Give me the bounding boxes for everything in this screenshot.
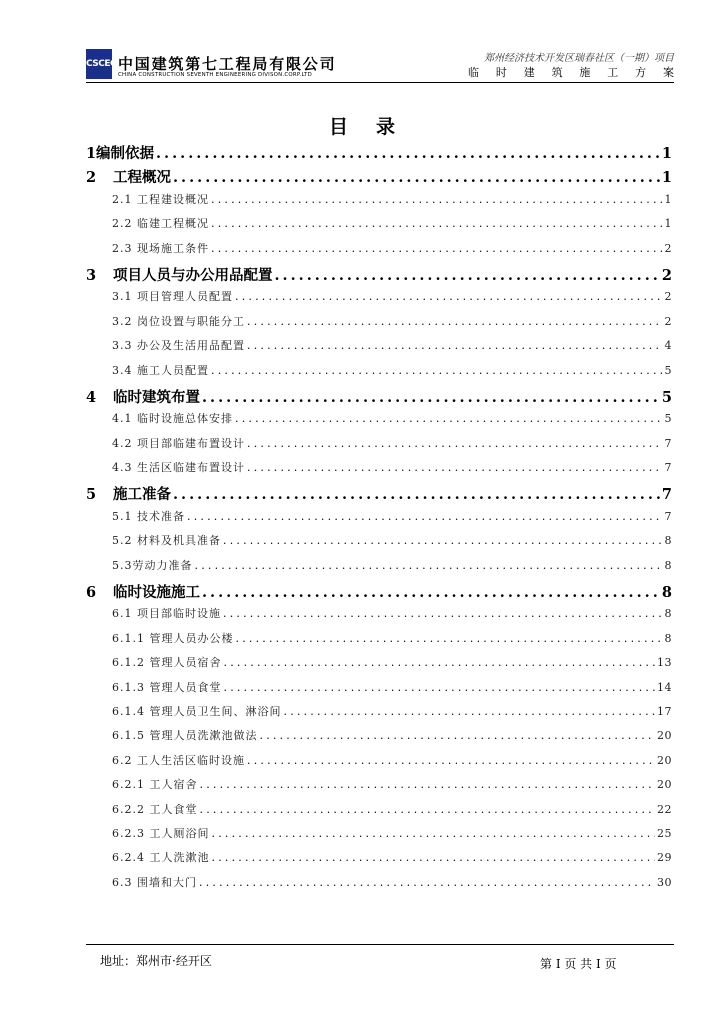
- toc-entry[interactable]: [86, 483, 672, 507]
- toc-entry-number: 6.2: [112, 753, 133, 767]
- toc-entry-title: 施工人员配置: [137, 363, 209, 377]
- toc-entry-page: 4: [664, 339, 672, 353]
- toc-entry-number: 6.2.3: [112, 826, 145, 840]
- toc-entry-page: 22: [657, 802, 672, 816]
- toc-entry-title: 工程建设概况: [137, 192, 209, 206]
- toc-leader: [211, 217, 663, 230]
- toc-entry-title: 管理人员洗漱池做法: [149, 729, 258, 743]
- toc-entry-page: 2: [664, 314, 672, 328]
- toc-entry[interactable]: [86, 191, 672, 215]
- toc-leader: [235, 290, 663, 303]
- toc-entry[interactable]: [86, 508, 672, 532]
- toc-entry[interactable]: [86, 654, 672, 678]
- toc-leader: [200, 778, 656, 791]
- toc-entry-title: 项目部临时设施: [137, 607, 221, 621]
- toc-entry[interactable]: [86, 166, 672, 190]
- toc-leader: [247, 437, 663, 450]
- toc-entry[interactable]: [86, 825, 672, 849]
- toc-entry[interactable]: [86, 264, 672, 288]
- toc-leader: [212, 827, 656, 840]
- footer-address: 地址：郑州市·经开区: [100, 954, 212, 968]
- toc-leader: [284, 705, 656, 718]
- toc-entry[interactable]: [86, 459, 672, 483]
- toc-entry[interactable]: [86, 679, 672, 703]
- toc-entry-number: 3: [86, 266, 97, 284]
- toc-leader: [247, 754, 655, 767]
- toc-entry-title: 生活区临建布置设计: [137, 461, 245, 475]
- toc-entry-page: 25: [657, 826, 672, 840]
- toc-entry-number: 1: [86, 145, 97, 162]
- company-name-cn: 中国建筑第七工程局有限公司: [118, 55, 337, 73]
- toc-entry-number: 2: [86, 169, 97, 187]
- toc-entry-title: 管理人员办公楼: [149, 631, 234, 645]
- toc-entry-page: 1: [664, 217, 672, 231]
- toc-entry-number: 6.1.5: [112, 729, 145, 743]
- toc-entry-page: 5: [661, 388, 672, 406]
- toc-leader: [211, 193, 663, 206]
- toc-leader: [173, 169, 660, 186]
- toc-leader: [202, 389, 660, 406]
- toc-entry-page: 8: [664, 558, 672, 572]
- toc-entry-page: 1: [661, 169, 672, 187]
- footer-divider: [86, 944, 674, 945]
- header-divider: [86, 82, 674, 83]
- toc-entry-title: 管理人员宿舍: [149, 656, 222, 670]
- toc-entry-page: 2: [664, 241, 672, 255]
- toc-entry-title: 临建工程概况: [137, 217, 209, 231]
- toc-entry-page: 7: [664, 461, 672, 475]
- toc-entry-page: 2: [661, 266, 672, 284]
- toc-entry-number: 3.4: [112, 363, 133, 377]
- toc-leader: [156, 145, 660, 162]
- toc-leader: [200, 803, 656, 816]
- toc-entry-number: 5.2: [112, 534, 133, 548]
- toc-entry-page: 1: [664, 192, 672, 206]
- toc-entry[interactable]: [86, 630, 672, 654]
- toc-entry-page: 8: [661, 584, 672, 602]
- toc-entry-title: 项目管理人员配置: [137, 290, 233, 304]
- toc-entry-page: 5: [664, 363, 672, 377]
- toc-entry-page: 29: [657, 851, 672, 865]
- toc-entry-number: 4: [86, 388, 97, 406]
- toc-leader: [236, 632, 663, 645]
- toc-entry[interactable]: [86, 703, 672, 727]
- company-name-en: CHINA CONSTRUCTION SEVENTH ENGINEERING DIVISON.CORP.LTD: [118, 72, 313, 78]
- toc-entry-title: 临时设施施工: [113, 584, 200, 602]
- toc-entry-title: 管理人员卫生间、淋浴间: [149, 704, 282, 718]
- toc-entry-page: 17: [657, 704, 672, 718]
- footer-page-info: 第 I 页 共 I 页: [540, 957, 617, 971]
- toc-entry-page: 30: [657, 875, 672, 889]
- toc-entry-page: 7: [661, 486, 672, 504]
- toc-entry-number: 6: [86, 584, 97, 602]
- toc-leader: [173, 486, 660, 503]
- toc-entry-page: 2: [664, 290, 672, 304]
- toc-leader: [235, 412, 663, 425]
- toc-leader: [260, 729, 656, 742]
- toc-entry[interactable]: [86, 605, 672, 629]
- toc-entry-number: 2.1: [112, 192, 133, 206]
- toc-entry[interactable]: [86, 801, 672, 825]
- toc-entry-number: 6.1.4: [112, 704, 145, 718]
- toc-entry-title: 工人洗漱池: [149, 851, 210, 865]
- toc-entry-number: 4.3: [112, 461, 133, 475]
- toc-entry-number: 4.1: [112, 412, 133, 426]
- toc-entry-page: 7: [664, 509, 672, 523]
- toc-leader: [247, 339, 663, 352]
- page-header: [86, 44, 674, 82]
- toc-entry-title: 工人食堂: [149, 802, 198, 816]
- toc-entry-page: 8: [664, 631, 672, 645]
- toc-leader: [247, 315, 663, 328]
- toc-entry-page: 20: [657, 729, 672, 743]
- toc-entry-title: 项目部临建布置设计: [137, 436, 245, 450]
- toc-entry-title: 施工准备: [113, 486, 171, 504]
- toc-entry[interactable]: [86, 410, 672, 434]
- toc-entry-number: 6.3: [112, 875, 133, 889]
- project-name: 郑州经济技术开发区瑞春社区（一期）项目: [484, 53, 674, 64]
- toc-entry-number: 3.1: [112, 290, 133, 304]
- toc-entry[interactable]: [86, 313, 672, 337]
- toc-entry-number: 6.2.1: [112, 778, 145, 792]
- toc-entry-number: 6.1.1: [112, 631, 145, 645]
- toc-entry-page: 1: [661, 145, 672, 162]
- toc-entry-title: 技术准备: [137, 509, 185, 523]
- toc-entry[interactable]: [86, 362, 672, 386]
- toc-leader: [199, 876, 655, 889]
- toc-entry[interactable]: [86, 581, 672, 605]
- toc-entry[interactable]: [86, 557, 672, 581]
- toc-entry-title: 现场施工条件: [137, 241, 209, 255]
- toc-leader: [202, 584, 660, 601]
- toc-entry-title: 项目人员与办公用品配置: [113, 266, 273, 284]
- toc-entry-number: 5.3: [112, 558, 133, 572]
- toc-entry-page: 8: [664, 534, 672, 548]
- toc-title: 目录: [328, 116, 423, 138]
- toc-entry[interactable]: [86, 386, 672, 410]
- toc-entry-number: 4.2: [112, 436, 133, 450]
- toc-entry[interactable]: [86, 142, 672, 166]
- toc-leader: [223, 607, 663, 620]
- table-of-contents: [86, 142, 672, 898]
- toc-entry-page: 5: [664, 412, 672, 426]
- toc-entry-number: 6.1.2: [112, 656, 145, 670]
- toc-entry-page: 8: [664, 607, 672, 621]
- toc-entry-page: 14: [657, 680, 672, 694]
- toc-entry[interactable]: [86, 337, 672, 361]
- toc-leader: [223, 534, 663, 547]
- toc-entry-number: 6.1: [112, 607, 133, 621]
- toc-entry-title: 管理人员食堂: [149, 680, 222, 694]
- toc-entry-title: 工人厕浴间: [149, 826, 210, 840]
- toc-entry-title: 材料及机具准备: [137, 534, 221, 548]
- toc-entry-number: 5.1: [112, 509, 133, 523]
- toc-entry-title: 劳动力准备: [132, 558, 193, 572]
- document-type: 临时建筑施工方案: [468, 66, 674, 79]
- toc-entry-title: 临时设施总体安排: [137, 412, 233, 426]
- toc-entry-number: 2.2: [112, 217, 133, 231]
- toc-entry-title: 工人生活区临时设施: [137, 753, 245, 767]
- toc-entry[interactable]: [86, 288, 672, 312]
- toc-leader: [212, 851, 656, 864]
- toc-leader: [247, 461, 663, 474]
- toc-entry-number: 6.2.2: [112, 802, 145, 816]
- toc-leader: [275, 267, 660, 284]
- toc-entry[interactable]: [86, 215, 672, 239]
- toc-entry-page: 20: [657, 753, 672, 767]
- toc-entry-number: 3.3: [112, 339, 133, 353]
- toc-leader: [211, 242, 663, 255]
- toc-leader: [187, 510, 663, 523]
- toc-entry[interactable]: [86, 874, 672, 898]
- toc-entry-number: 6.2.4: [112, 851, 145, 865]
- toc-entry-title: 岗位设置与职能分工: [137, 314, 245, 328]
- toc-entry[interactable]: [86, 532, 672, 556]
- toc-entry-number: 6.1.3: [112, 680, 145, 694]
- toc-entry-number: 5: [86, 486, 97, 504]
- toc-entry-number: 2.3: [112, 241, 133, 255]
- toc-entry-title: 工程概况: [113, 169, 171, 187]
- toc-entry[interactable]: [86, 727, 672, 751]
- toc-entry-title: 编制依据: [96, 145, 154, 162]
- toc-entry[interactable]: [86, 752, 672, 776]
- toc-entry-title: 临时建筑布置: [113, 388, 200, 406]
- toc-leader: [195, 559, 663, 572]
- toc-leader: [224, 656, 656, 669]
- toc-entry-number: 3.2: [112, 314, 133, 328]
- toc-entry-page: 20: [657, 778, 672, 792]
- toc-leader: [211, 364, 663, 377]
- company-logo: CSCEC: [86, 49, 112, 79]
- toc-entry-page: 13: [657, 656, 672, 670]
- toc-entry[interactable]: [86, 776, 672, 800]
- toc-leader: [224, 681, 656, 694]
- toc-entry-title: 办公及生活用品配置: [137, 339, 245, 353]
- toc-entry[interactable]: [86, 849, 672, 873]
- toc-entry[interactable]: [86, 435, 672, 459]
- toc-entry-page: 7: [664, 436, 672, 450]
- toc-entry-title: 工人宿舍: [149, 778, 198, 792]
- toc-entry[interactable]: [86, 240, 672, 264]
- toc-entry-title: 围墙和大门: [137, 875, 197, 889]
